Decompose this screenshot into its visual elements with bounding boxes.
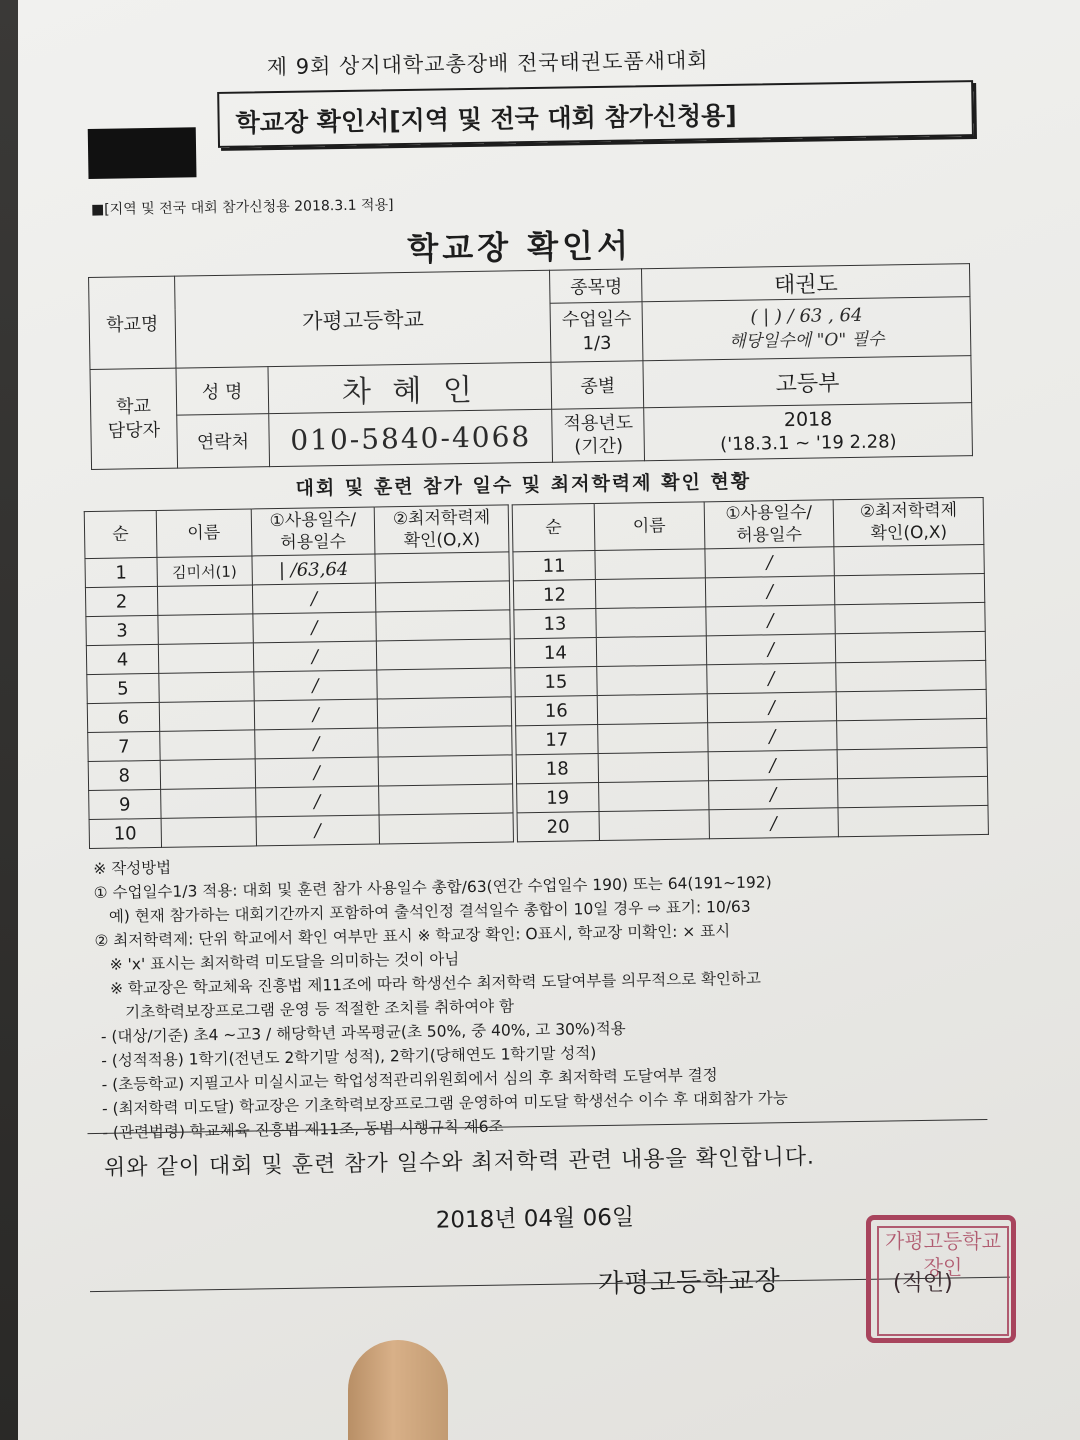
row-number: 20 xyxy=(517,812,599,842)
table-row xyxy=(517,805,988,841)
banner-title: 학교장 확인서[지역 및 전국 대회 참가신청용] xyxy=(235,100,737,138)
row-number: 15 xyxy=(515,667,597,697)
days-label: 수업일수 1/3 xyxy=(550,302,643,362)
col-min: ②최저학력제 확인(O,X) xyxy=(833,497,983,546)
row-name xyxy=(596,607,706,638)
event-value: 태권도 xyxy=(642,264,970,302)
school-label: 학교명 xyxy=(89,276,176,369)
row-name xyxy=(160,730,255,760)
row-name: 김미서(1) xyxy=(157,556,252,586)
row-days: / xyxy=(253,670,377,701)
row-name xyxy=(597,665,707,696)
status-table-right xyxy=(512,497,989,842)
row-number: 8 xyxy=(88,760,160,790)
days-note: 해당일수에 "O" 필수 xyxy=(728,329,885,352)
row-check xyxy=(377,639,511,670)
row-days: / xyxy=(707,721,837,752)
row-name xyxy=(595,549,705,580)
row-check xyxy=(377,668,511,699)
row-check xyxy=(376,581,510,612)
instruction-line: - (대상/기준) 초4 ~고3 / 해당학년 과목평균(초 50%, 중 40%, 고 30%)적용 xyxy=(95,1019,626,1046)
row-check xyxy=(835,602,985,633)
col-name: 이름 xyxy=(594,502,704,551)
row-name xyxy=(161,817,256,847)
row-check xyxy=(836,660,986,691)
row-number: 19 xyxy=(517,783,599,813)
row-days: / xyxy=(707,692,837,723)
row-days: / xyxy=(254,699,378,730)
row-number: 7 xyxy=(88,731,160,761)
row-days: / xyxy=(254,728,378,759)
row-number: 1 xyxy=(85,557,157,587)
row-name xyxy=(158,614,253,644)
table-row xyxy=(89,813,513,849)
row-check xyxy=(837,747,987,778)
days-cell xyxy=(642,297,971,361)
row-number: 17 xyxy=(516,725,598,755)
row-number: 4 xyxy=(86,644,158,674)
name-label: 성 명 xyxy=(176,367,269,415)
instruction-line: - (최저학력 미도달) 학교장은 기초학력보장프로그램 운영하여 미도달 학생선수 이수 후 대회참가 가능 xyxy=(96,1089,788,1118)
row-check xyxy=(379,813,513,844)
row-number: 16 xyxy=(515,696,597,726)
instruction-line: 기초학력보장프로그램 운영 등 적절한 조치를 취하여야 함 xyxy=(95,997,515,1022)
instruction-line: ※ 'x' 표시는 최저학력 미도달을 의미하는 것이 아님 xyxy=(94,950,460,974)
row-days: / xyxy=(252,583,376,614)
instruction-line: 예) 현재 참가하는 대회기간까지 포함하여 출석인정 결석일수 총합이 10일 경우 ⇨ 표기: 10/63 xyxy=(93,897,751,926)
row-days: / xyxy=(252,612,376,643)
row-number: 14 xyxy=(514,638,596,668)
days-value: ( | ) / 63 , 64 xyxy=(750,304,863,328)
seal-text: 가평고등학교장인 xyxy=(885,1229,1001,1279)
col-days: ①사용일수/ 허용일수 xyxy=(251,507,375,556)
row-check xyxy=(375,552,509,583)
row-check xyxy=(838,805,988,836)
row-days: / xyxy=(709,808,839,839)
row-number: 2 xyxy=(85,586,157,616)
row-days: / xyxy=(705,576,835,607)
name-value: 차 혜 인 xyxy=(268,362,552,413)
row-number: 18 xyxy=(516,754,598,784)
manager-label: 학교 담당자 xyxy=(90,368,177,469)
row-name xyxy=(597,694,707,725)
instruction-line: ② 최저학력제: 단위 학교에서 확인 여부만 표시 ※ 학교장 확인: O표시, 학교장 미확인: × 표시 xyxy=(94,921,731,950)
seal-label: (직인) xyxy=(893,1271,953,1296)
col-name: 이름 xyxy=(156,509,251,557)
row-name xyxy=(160,759,255,789)
event-label: 종목명 xyxy=(550,269,642,303)
row-name xyxy=(596,636,706,667)
division-label: 종별 xyxy=(551,361,644,409)
col-no: 순 xyxy=(512,504,595,552)
row-days: / xyxy=(708,750,838,781)
contact-value: 010-5840-4068 xyxy=(268,409,553,466)
division-value: 고등부 xyxy=(643,356,971,408)
row-check xyxy=(378,726,512,757)
row-days: / xyxy=(705,605,835,636)
row-days: / xyxy=(255,786,379,817)
year-period: ('18.3.1 ~ '19 2.28) xyxy=(720,431,897,456)
row-number: 13 xyxy=(514,609,596,639)
instruction-line: - (초등학교) 지필고사 미실시교는 학업성적관리위원회에서 심의 후 최저학력 도달여부 결정 xyxy=(96,1066,718,1094)
redacted-tab xyxy=(88,127,197,179)
row-days: | /63,64 xyxy=(252,554,376,585)
row-number: 11 xyxy=(513,551,595,581)
row-check xyxy=(834,544,984,575)
row-name xyxy=(159,672,254,702)
document-title: 학교장 확인서 xyxy=(407,226,633,268)
row-number: 12 xyxy=(513,580,595,610)
row-check xyxy=(836,631,986,662)
instruction-line: - (관련법령) 학교체육 진흥법 제11조, 동법 시행규칙 제6조 xyxy=(97,1117,504,1142)
instruction-line: ※ 학교장은 학교체육 진흥법 제11조에 따라 학생선수 최저학력 도달여부를 의무적으로 확인하고 xyxy=(95,969,762,998)
row-check xyxy=(836,689,986,720)
form-note: ■[지역 및 전국 대회 참가신청용 2018.3.1 적용] xyxy=(90,197,394,218)
row-number: 9 xyxy=(89,789,161,819)
year-value: 2018 xyxy=(783,408,833,432)
instruction-line: ① 수업일수1/3 적용: 대회 및 훈련 참가 사용일수 총합/63(연간 수업일수 190) 또는 64(191~192) xyxy=(93,873,772,902)
form-banner xyxy=(217,80,974,148)
row-name xyxy=(159,701,254,731)
row-name xyxy=(597,723,707,754)
row-number: 6 xyxy=(87,702,159,732)
status-title: 대회 및 훈련 참가 일수 및 최저학력제 확인 현황 xyxy=(295,470,752,500)
row-days: / xyxy=(706,634,836,665)
confirm-date: 2018년 04월 06일 xyxy=(435,1204,635,1234)
thumb xyxy=(348,1340,448,1440)
row-name xyxy=(160,788,255,818)
row-days: / xyxy=(256,815,380,846)
row-days: / xyxy=(708,779,838,810)
row-check xyxy=(838,776,988,807)
row-name xyxy=(158,643,253,673)
row-check xyxy=(378,755,512,786)
signer-name: 가평고등학교장 xyxy=(597,1266,781,1300)
row-check xyxy=(835,573,985,604)
row-days: / xyxy=(706,663,836,694)
row-number: 10 xyxy=(89,818,161,848)
row-name xyxy=(598,781,708,812)
year-label: 적용년도 (기간) xyxy=(552,408,645,462)
contact-label: 연락처 xyxy=(177,414,270,468)
row-days: / xyxy=(704,547,834,578)
row-check xyxy=(837,718,987,749)
row-check xyxy=(379,784,513,815)
status-table-left xyxy=(84,504,514,849)
row-name xyxy=(598,752,708,783)
col-no: 순 xyxy=(84,510,157,558)
info-table xyxy=(88,263,973,470)
instructions-heading: ※ 작성방법 xyxy=(93,858,172,878)
document-paper xyxy=(18,0,1080,1440)
row-days: / xyxy=(253,641,377,672)
row-number: 5 xyxy=(87,673,159,703)
confirm-text: 위와 같이 대회 및 훈련 참가 일수와 최저학력 관련 내용을 확인합니다. xyxy=(103,1144,816,1181)
row-days: / xyxy=(255,757,379,788)
col-days: ①사용일수/ 허용일수 xyxy=(704,500,834,549)
row-number: 3 xyxy=(86,615,158,645)
col-min: ②최저학력제 확인(O,X) xyxy=(374,505,508,554)
instructions xyxy=(93,846,788,1145)
event-title: 제 9회 상지대학교총장배 전국태권도품새대회 xyxy=(266,48,709,80)
instruction-line: - (성적적용) 1학기(전년도 2학기말 성적), 2학기(당해연도 1학기말 성적) xyxy=(96,1044,597,1070)
year-cell xyxy=(644,403,972,461)
row-name xyxy=(599,810,709,841)
school-seal-stamp xyxy=(866,1215,1016,1343)
row-check xyxy=(376,610,510,641)
row-name xyxy=(157,585,252,615)
document-content xyxy=(66,15,1006,1300)
school-value: 가평고등학교 xyxy=(174,270,551,368)
row-check xyxy=(378,697,512,728)
row-name xyxy=(595,578,705,609)
